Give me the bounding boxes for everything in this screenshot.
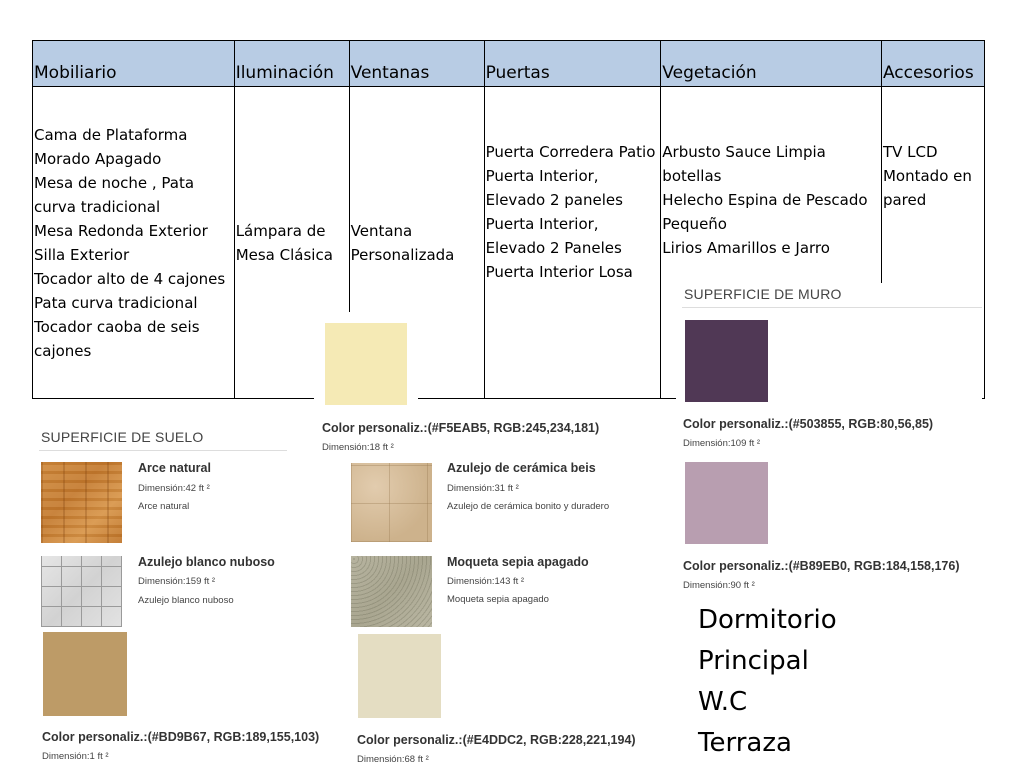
custom-color-dimension: Dimensión:18 ft ² xyxy=(322,442,394,453)
header-iluminacion: Iluminación xyxy=(234,41,349,87)
header-puertas: Puertas xyxy=(484,41,661,87)
divider xyxy=(682,307,982,308)
custom-color-dimension: Dimensión:68 ft ² xyxy=(357,754,429,765)
color-swatch-b89eb0 xyxy=(685,462,768,544)
custom-color-dimension: Dimensión:109 ft ² xyxy=(683,438,761,449)
product-description: Azulejo de cerámica bonito y duradero xyxy=(447,501,610,512)
rooms-list xyxy=(698,600,837,764)
product-name: Arce natural xyxy=(138,461,211,475)
custom-color-label: Color personaliz.:(#E4DDC2, RGB:228,221,194) xyxy=(357,733,636,747)
custom-color-dimension: Dimensión:1 ft ² xyxy=(42,751,109,762)
cell-mobiliario: Cama de Plataforma Morado Apagado Mesa de noche , Pata curva tradicional Mesa Redonda Exterior Silla Exterior Tocador alto de 4 cajones Pata curva tradicional Tocador caoba de seis cajones xyxy=(34,125,226,360)
product-dimension: Dimensión:143 ft ² xyxy=(447,576,525,587)
moqueta-swatch xyxy=(351,556,432,627)
cell-vegetacion: Arbusto Sauce Limpia botellas Helecho Espina de Pescado Pequeño Lirios Amarillos e Jarro xyxy=(662,143,868,257)
room-dormitorio: Dormitorio xyxy=(698,605,837,635)
custom-color-dimension: Dimensión:90 ft ² xyxy=(683,580,755,591)
cell-iluminacion: Lámpara de Mesa Clásica xyxy=(235,221,333,264)
header-vegetacion: Vegetación xyxy=(661,41,882,87)
product-dimension: Dimensión:31 ft ² xyxy=(447,483,519,494)
arce-natural-swatch xyxy=(41,462,122,543)
color-swatch-e4ddc2 xyxy=(358,634,441,718)
cell-puertas: Puerta Corredera Patio Puerta Interior, Elevado 2 paneles Puerta Interior, Elevado 2 Paneles Puerta Interior Losa xyxy=(485,143,656,281)
product-dimension: Dimensión:42 ft ² xyxy=(138,483,210,494)
cell-ventanas: Ventana Personalizada xyxy=(350,221,455,264)
custom-color-label: Color personaliz.:(#F5EAB5, RGB:245,234,181) xyxy=(322,421,600,435)
table-header-row xyxy=(33,41,985,87)
color-swatch-503855 xyxy=(685,320,768,402)
product-description: Moqueta sepia apagado xyxy=(447,594,549,605)
room-wc: W.C xyxy=(698,687,748,717)
wall-surface-title: SUPERFICIE DE MURO xyxy=(684,286,842,302)
room-principal: Principal xyxy=(698,646,809,676)
color-swatch-bd9b67 xyxy=(43,632,127,716)
product-description: Azulejo blanco nuboso xyxy=(138,595,234,606)
azulejo-ceramica-swatch xyxy=(351,463,432,542)
custom-color-label: Color personaliz.:(#B89EB0, RGB:184,158,176) xyxy=(683,559,960,573)
product-dimension: Dimensión:159 ft ² xyxy=(138,576,216,587)
floor-surface-title: SUPERFICIE DE SUELO xyxy=(41,429,204,445)
custom-color-label: Color personaliz.:(#503855, RGB:80,56,85) xyxy=(683,417,934,431)
product-name: Azulejo blanco nuboso xyxy=(138,555,275,569)
header-mobiliario: Mobiliario xyxy=(33,41,235,87)
custom-color-label: Color personaliz.:(#BD9B67, RGB:189,155,103) xyxy=(42,730,320,744)
cell-mobiliario-wrap xyxy=(33,87,235,399)
cell-puertas-wrap xyxy=(484,87,661,399)
header-ventanas: Ventanas xyxy=(349,41,484,87)
color-swatch-f5eab5 xyxy=(325,323,407,405)
divider xyxy=(39,450,287,451)
azulejo-blanco-swatch xyxy=(41,556,122,627)
cell-accesorios: TV LCD Montado en pared xyxy=(882,143,972,209)
product-description: Arce natural xyxy=(138,501,190,512)
product-name: Azulejo de cerámica beis xyxy=(447,461,596,475)
room-terraza: Terraza xyxy=(698,728,792,758)
product-name: Moqueta sepia apagado xyxy=(447,555,589,569)
header-accesorios: Accesorios xyxy=(881,41,984,87)
